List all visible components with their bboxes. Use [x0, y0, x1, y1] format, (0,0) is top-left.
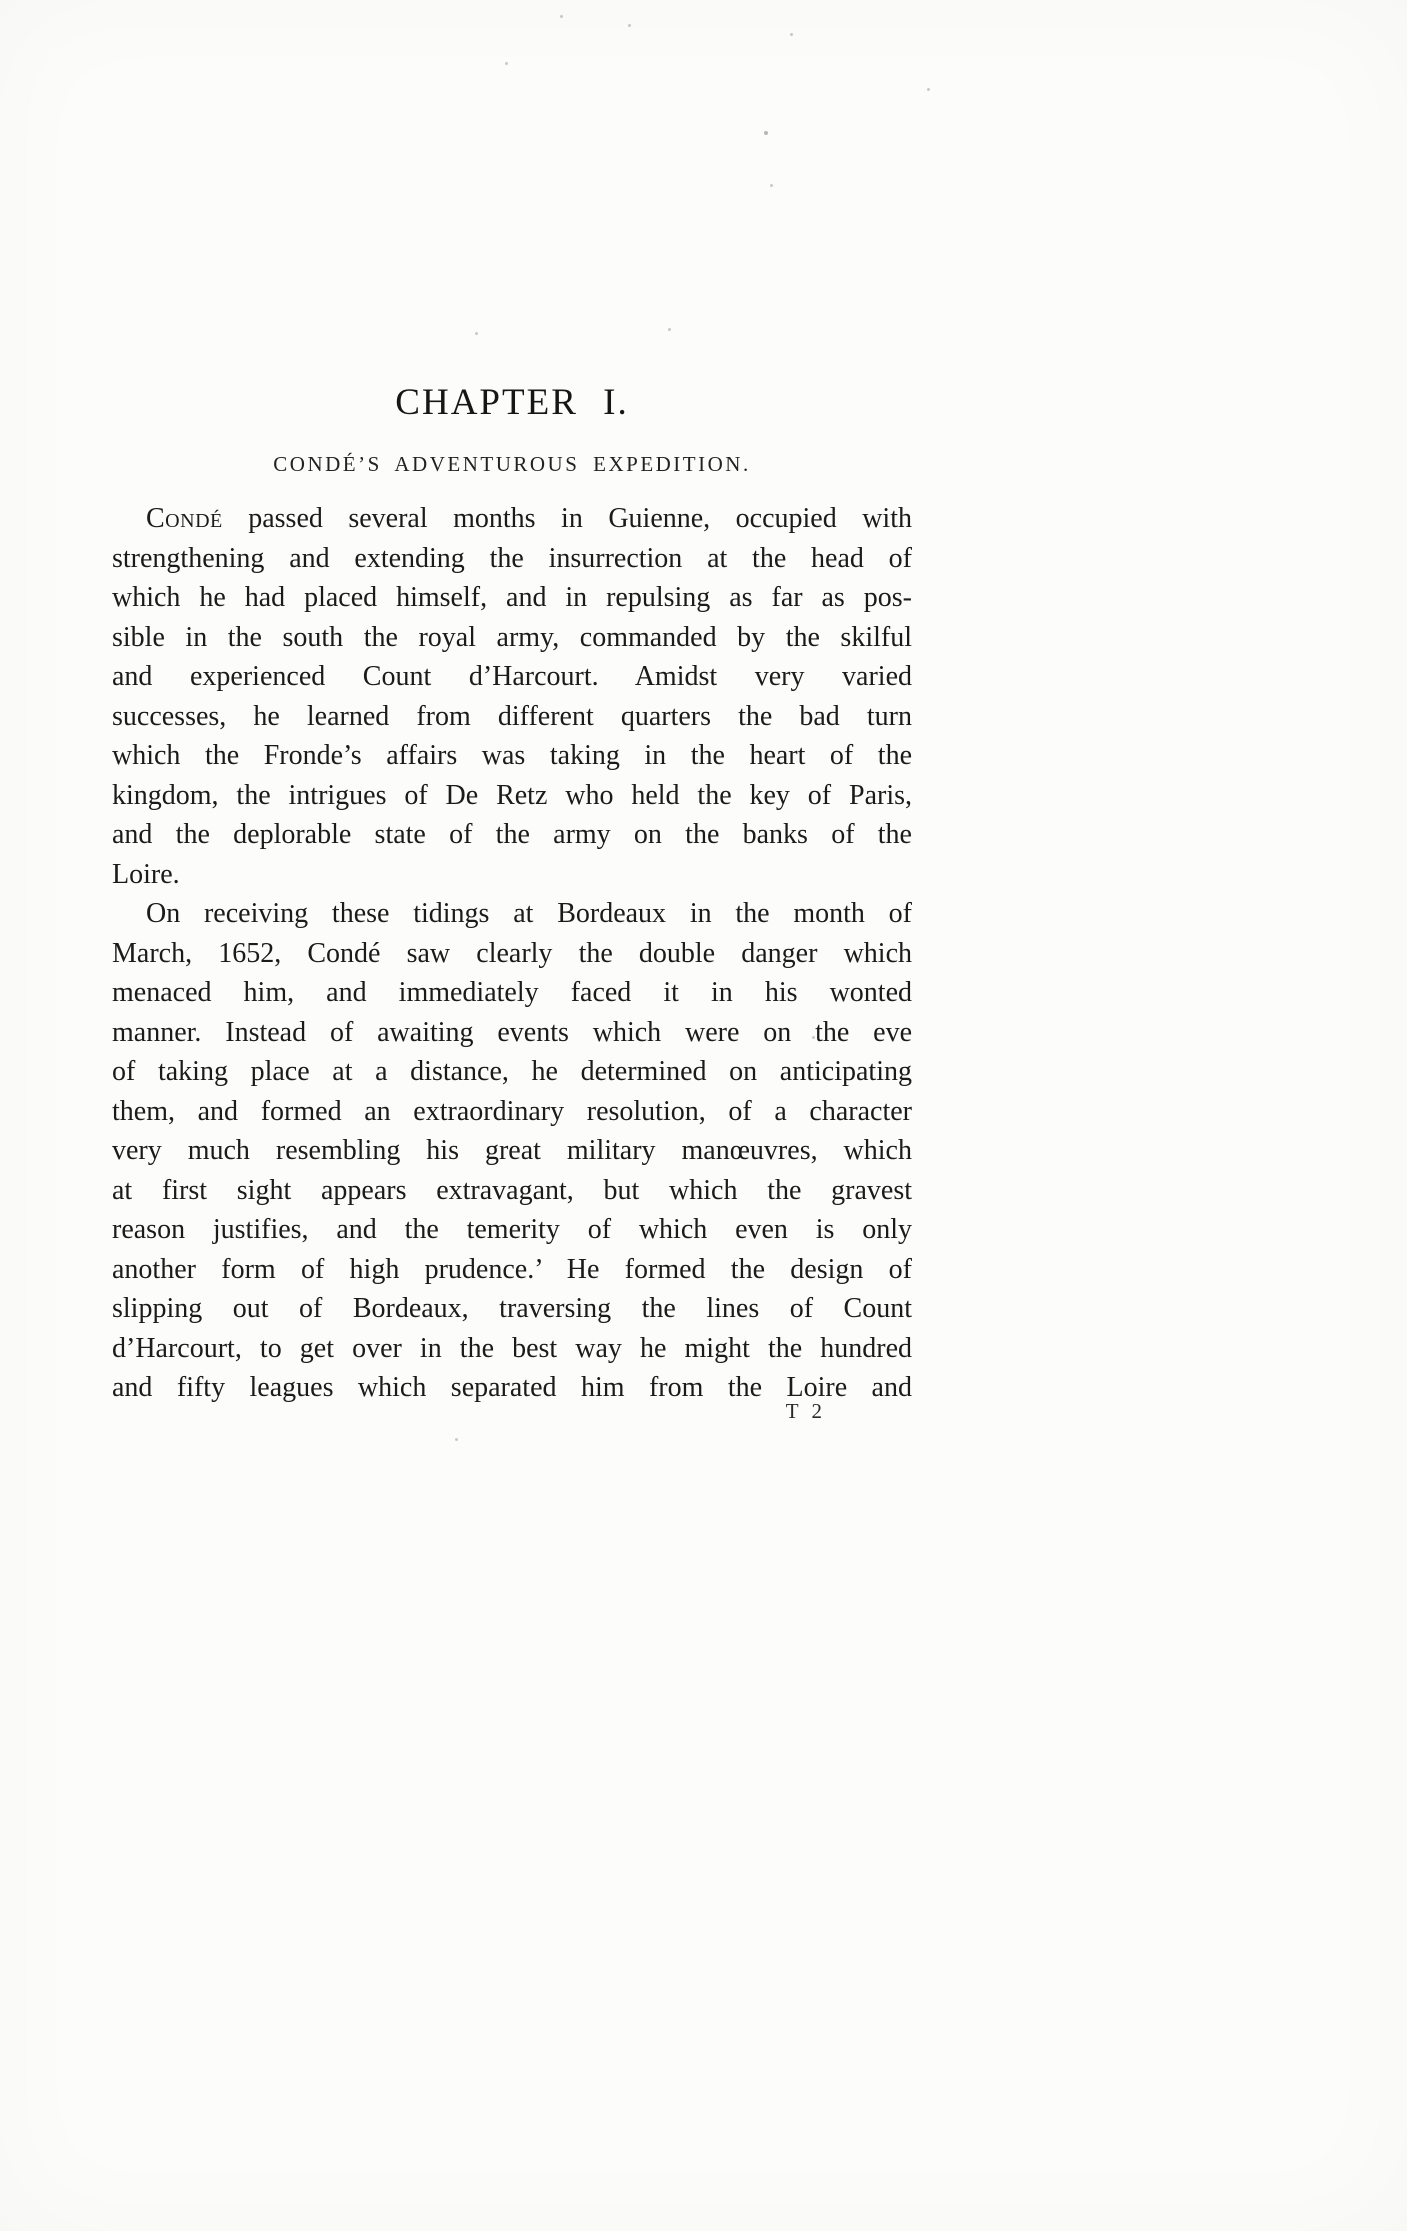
chapter-heading: CHAPTER I. — [395, 382, 629, 423]
text-line: On receiving these tidings at Bordeaux in the month of — [146, 898, 912, 929]
scan-speck — [927, 88, 930, 91]
scan-speck — [475, 332, 478, 335]
text-line: manner. Instead of awaiting events which were on the eve — [112, 1016, 912, 1048]
scan-speck — [560, 15, 563, 18]
text-line: and experienced Count d’Harcourt. Amidst very varied — [112, 661, 912, 692]
text-line: menaced him, and immediately faced it in his wonted — [112, 977, 912, 1008]
paragraph — [112, 894, 912, 1408]
scan-speck — [770, 184, 773, 187]
chapter-subtitle: CONDÉ’S ADVENTUROUS EXPEDITION. — [273, 452, 751, 476]
text-line: which the Fronde’s affairs was taking in the heart of the — [112, 740, 912, 771]
text-line: which he had placed himself, and in repulsing as far as pos- — [112, 582, 912, 613]
signature-mark: T 2 — [785, 1399, 826, 1423]
text-line: strengthening and extending the insurrection at the head of — [112, 542, 912, 574]
text-line: sible in the south the royal army, commanded by the skilful — [112, 621, 912, 653]
scan-speck — [455, 1438, 458, 1441]
text-line: Loire. — [112, 858, 180, 890]
text-line: them, and formed an extraordinary resolution, of a character — [112, 1095, 912, 1127]
text-line: March, 1652, Condé saw clearly the double danger which — [112, 937, 912, 969]
text-line: and the deplorable state of the army on the banks of the — [112, 819, 912, 850]
page-body — [112, 499, 912, 1408]
text-line: of taking place at a distance, he determined on anticipating — [112, 1056, 912, 1087]
scan-speck — [790, 33, 793, 36]
scan-speck — [764, 131, 768, 135]
scan-speck — [668, 328, 671, 331]
text-line: slipping out of Bordeaux, traversing the lines of Count — [112, 1293, 912, 1324]
text-line: Condé passed several months in Guienne, occupied with — [146, 503, 912, 534]
scan-speck — [505, 62, 508, 65]
text-line: reason justifies, and the temerity of which even is only — [112, 1214, 912, 1245]
text-line: at first sight appears extravagant, but which the gravest — [112, 1174, 912, 1206]
scan-speck — [628, 24, 631, 27]
lead-word: Condé — [146, 503, 223, 534]
text-line: another form of high prudence.’ He formed the design of — [112, 1253, 912, 1285]
text-line: and fifty leagues which separated him from the Loire and — [112, 1372, 912, 1403]
text-line: very much resembling his great military manœuvres, which — [112, 1135, 912, 1166]
text-line: successes, he learned from different quarters the bad turn — [112, 700, 912, 732]
paragraph — [112, 499, 912, 894]
text-line: kingdom, the intrigues of De Retz who held the key of Paris, — [112, 779, 912, 811]
text-line: d’Harcourt, to get over in the best way he might the hundred — [112, 1332, 912, 1364]
